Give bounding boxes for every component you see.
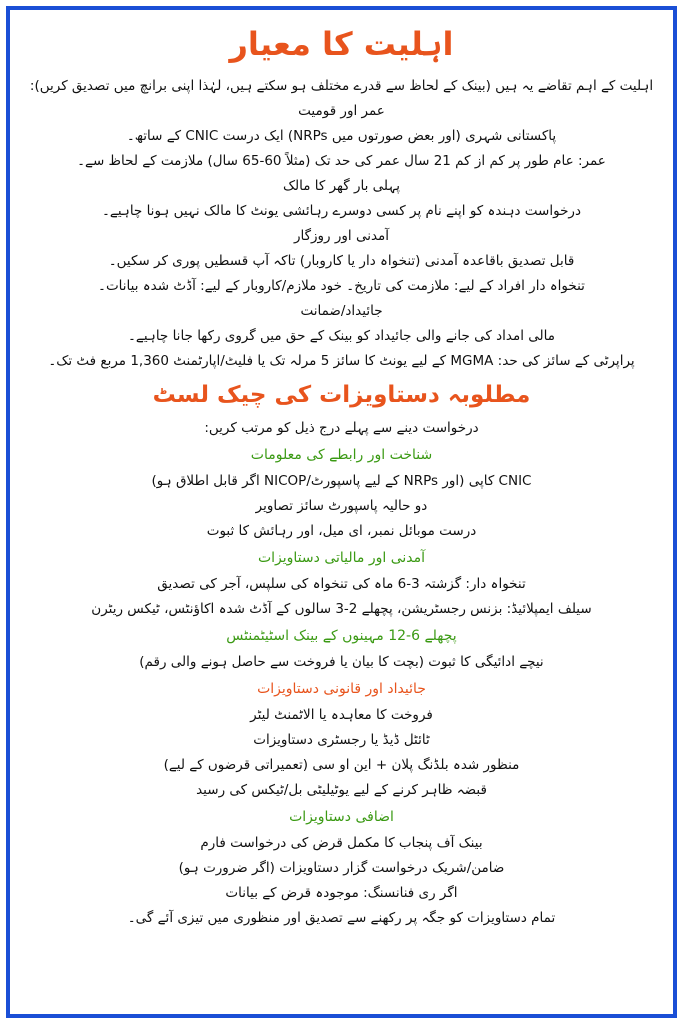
income-heading: آمدنی اور روزگار [293, 228, 390, 244]
additional-docs-heading: اضافی دستاویزات [289, 809, 394, 825]
income-line: قابل تصدیق باقاعدہ آمدنی (تنخواہ دار یا کاروبار) تاکہ آپ قسطیں پوری کر سکیں۔ [108, 253, 575, 269]
employment-line: تنخواہ دار افراد کے لیے: ملازمت کی تاریخ۔ خود ملازم/کاروبار کے لیے: آڈٹ شدہ بیانات۔ [98, 278, 585, 294]
page-title: اہلیت کا معیار [229, 25, 454, 63]
age-nationality-heading: عمر اور قومیت [298, 103, 385, 119]
first-home-line: درخواست دہندہ کو اپنے نام پر کسی دوسرے رہائشی یونٹ کا مالک نہیں ہونا چاہیے۔ [102, 203, 581, 219]
checklist-item: ضامن/شریک درخواست گزار دستاویزات (اگر ضرورت ہو) [178, 860, 505, 876]
checklist-item: ٹائٹل ڈیڈ یا رجسٹری دستاویزات [253, 732, 430, 748]
property-size-line: پراپرٹی کے سائز کی حد: MGMA کے لیے یونٹ کا سائز 5 مرلہ تک یا فلیٹ/اپارٹمنٹ 1,360 مربع فٹ تک۔ [48, 353, 635, 369]
bank-statements-heading: پچھلے 6-12 مہینوں کے بینک اسٹیٹمنٹس [226, 628, 457, 644]
checklist-item: نیچے ادائیگی کا ثبوت (بچت کا بیان یا فروخت سے حاصل ہونے والی رقم) [139, 654, 544, 670]
collateral-line: مالی امداد کی جانے والی جائیداد کو بینک کے حق میں گروی رکھا جانا چاہیے۔ [128, 328, 555, 344]
property-legal-heading: جائیداد اور قانونی دستاویزات [257, 681, 426, 697]
citizenship-line: پاکستانی شہری (اور بعض صورتوں میں NRPs) ایک درست CNIC کے ساتھ۔ [126, 128, 557, 144]
checklist-title: مطلوبہ دستاویزات کی چیک لسٹ [152, 382, 531, 408]
identity-section-heading: شناخت اور رابطے کی معلومات [250, 447, 433, 463]
checklist-item: تنخواہ دار: گزشتہ 3-6 ماہ کی تنخواہ کی سلپس، آجر کی تصدیق [157, 576, 526, 592]
closing-note: تمام دستاویزات کو جگہ پر رکھنے سے تصدیق اور منظوری میں تیزی آئے گی۔ [127, 910, 556, 926]
eligibility-intro: اہلیت کے اہم تقاضے یہ ہیں (بینک کے لحاظ سے قدرے مختلف ہو سکتے ہیں، لہٰذا اپنی برانچ میں تصدیق کریں): [29, 78, 654, 94]
checklist-item: دو حالیہ پاسپورٹ سائز تصاویر [255, 498, 428, 514]
checklist-item: درست موبائل نمبر، ای میل، اور رہائش کا ثبوت [206, 523, 477, 539]
checklist-item: بینک آف پنجاب کا مکمل قرض کی درخواست فارم [200, 835, 483, 851]
age-limit-line: عمر: عام طور پر کم از کم 21 سال عمر کی حد تک (مثلاً 60-65 سال) ملازمت کے لحاظ سے۔ [77, 153, 606, 169]
checklist-section [28, 416, 655, 931]
property-heading: جائیداد/ضمانت [300, 303, 383, 319]
checklist-item: قبضہ ظاہر کرنے کے لیے یوٹیلیٹی بل/ٹیکس کی رسید [196, 782, 487, 798]
income-section-heading: آمدنی اور مالیاتی دستاویزات [257, 550, 426, 566]
checklist-item: سیلف ایمپلائیڈ: بزنس رجسٹریشن، پچھلے 2-3 سالوں کے آڈٹ شدہ اکاؤنٹس، ٹیکس ریٹرن [91, 601, 592, 617]
checklist-intro: درخواست دینے سے پہلے درج ذیل کو مرتب کریں: [204, 420, 479, 436]
checklist-item: منظور شدہ بلڈنگ پلان + این او سی (تعمیراتی قرضوں کے لیے) [163, 757, 520, 773]
first-home-heading: پہلی بار گھر کا مالک [282, 178, 401, 194]
checklist-item: فروخت کا معاہدہ یا الاٹمنٹ لیٹر [250, 707, 433, 723]
checklist-item: CNIC کاپی (اور NRPs کے لیے پاسپورٹ/NICOP اگر قابل اطلاق ہو) [151, 473, 532, 489]
eligibility-section [28, 74, 655, 374]
checklist-item: اگر ری فنانسنگ: موجودہ قرض کے بیانات [225, 885, 458, 901]
page-content [28, 20, 655, 1006]
page-frame [6, 6, 677, 1018]
